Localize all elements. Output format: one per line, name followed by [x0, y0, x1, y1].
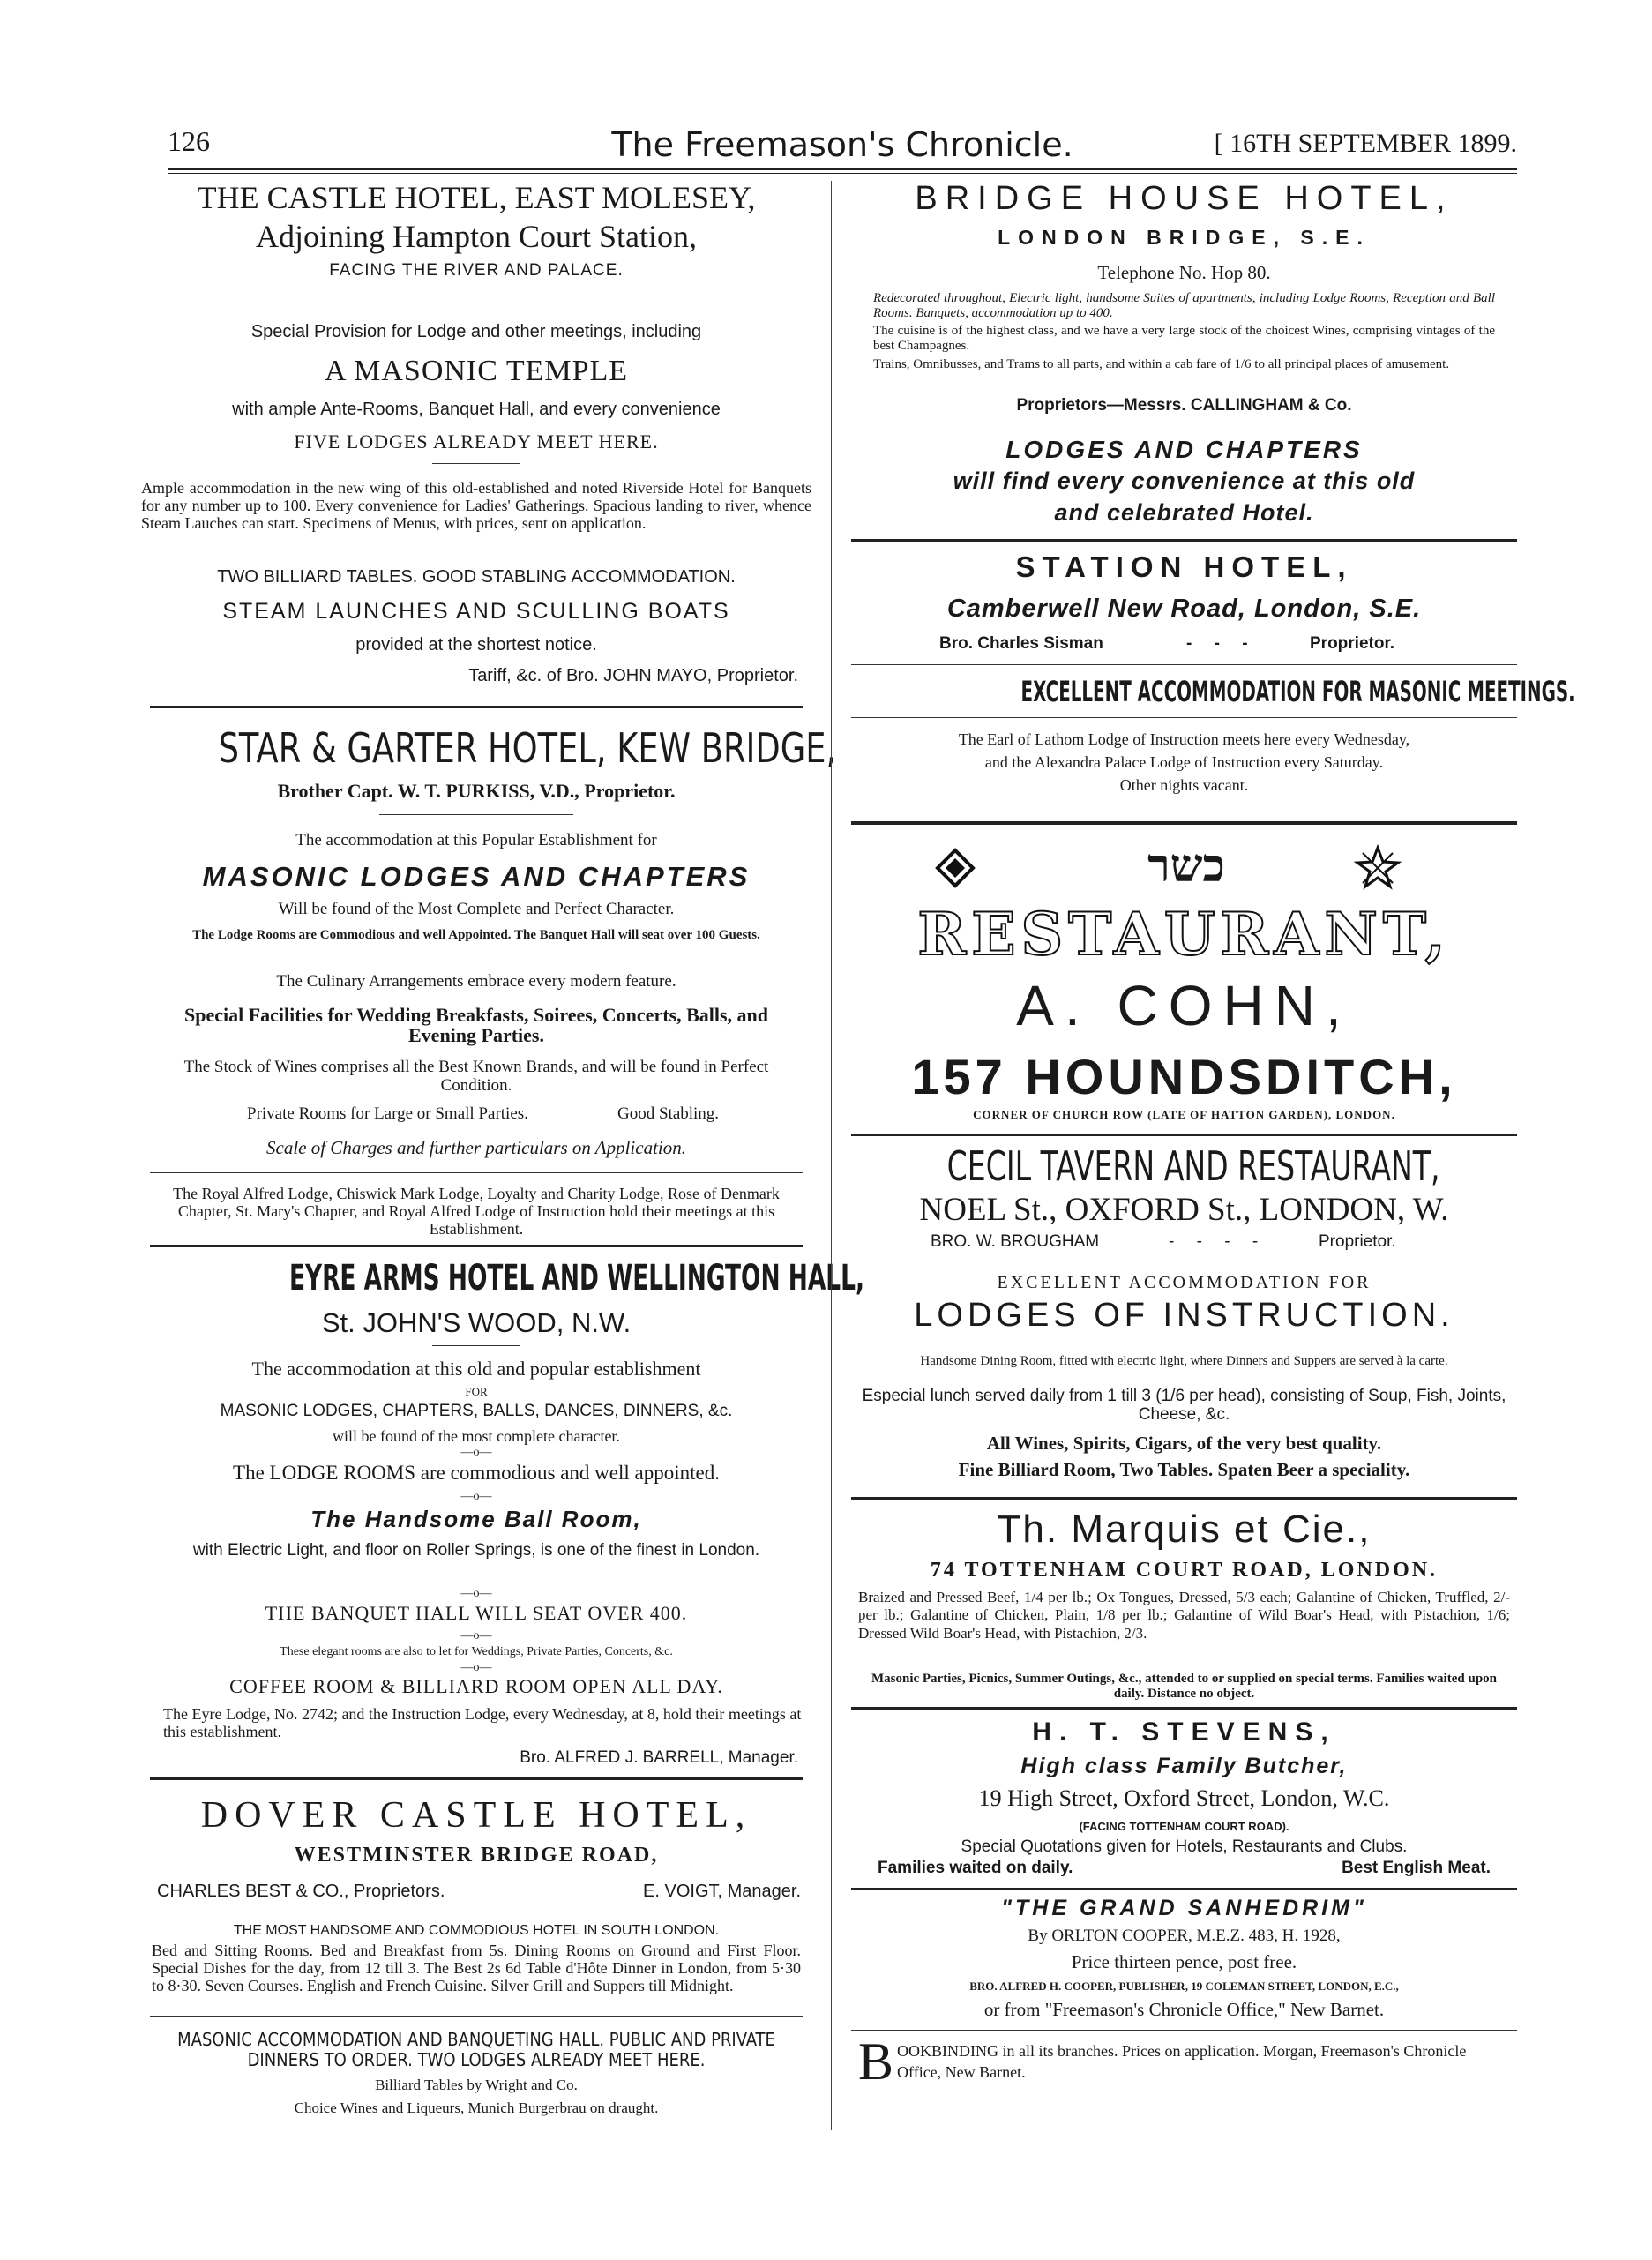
eyre-lodge-rooms: The LODGE ROOMS are commodious and well appointed.: [233, 1462, 720, 1484]
cohn-hebrew: כשר: [1147, 839, 1225, 893]
marquis-parties: Masonic Parties, Picnics, Summer Outings, &c., attended to or supplied on special terms. Families waited upon daily. Distance no object.: [871, 1672, 1497, 1701]
station-earl: The Earl of Lathom Lodge of Instruction meets here every Wednesday,: [958, 730, 1410, 748]
marquis-title: Th. Marquis et Cie.,: [997, 1508, 1372, 1551]
cecil-title-text: CECIL TAVERN AND RESTAURANT,: [946, 1142, 1440, 1190]
issue-date: [ 16TH SEPTEMBER 1899.: [1214, 129, 1517, 158]
cohn-emblem-row: [851, 841, 1517, 895]
cecil-street: NOEL St., OXFORD St., LONDON, W.: [919, 1192, 1449, 1228]
castle-temple: A MASONIC TEMPLE: [324, 355, 629, 387]
eyre-for: FOR: [465, 1385, 488, 1398]
stevens-quotations: Special Quotations given for Hotels, Restaurants and Clubs.: [961, 1837, 1408, 1856]
cecil-dashes: - - - -: [1169, 1232, 1267, 1251]
divider: [851, 539, 1517, 542]
dover-proprietors: CHARLES BEST & CO., Proprietors.: [157, 1882, 445, 1901]
dover-body: Bed and Sitting Rooms. Bed and Breakfast from 5s. Dining Rooms on Ground and First Floor. Special Dishes for the day, from 12 till 3. The Best 2s 6d Table d'Hôte Dinner in London, from 5·30 to 8·30. Seven Courses. English and French Cuisine. Silver Grill and Suppers till Midnight.: [152, 1942, 801, 1995]
station-dashes: - - -: [1186, 634, 1257, 653]
dover-billiard: Billiard Tables by Wright and Co.: [375, 2077, 578, 2093]
stevens-meat: Best English Meat.: [1342, 1859, 1491, 1877]
eyre-elegant: These elegant rooms are also to let for Weddings, Private Parties, Concerts, &c.: [280, 1645, 673, 1658]
divider: [150, 1172, 803, 1173]
sanhedrim-title: "THE GRAND SANHEDRIM": [1001, 1896, 1367, 1920]
page-number: 126: [168, 125, 210, 157]
eyre-subtitle: St. JOHN'S WOOD, N.W.: [321, 1307, 632, 1338]
header-rule-thin: [168, 173, 1517, 174]
castle-tariff: Tariff, &c. of Bro. JOHN MAYO, Proprietor.: [468, 666, 798, 685]
publication-title: The Freemason's Chronicle.: [611, 125, 1073, 164]
eyre-banquet: THE BANQUET HALL WILL SEAT OVER 400.: [265, 1602, 688, 1624]
bridge-house-subtitle: LONDON BRIDGE, S.E.: [998, 226, 1371, 249]
star-garter-accommodation: The accommodation at this Popular Establishment for: [295, 831, 657, 849]
castle-facing: FACING THE RIVER AND PALACE.: [329, 261, 624, 280]
cecil-billiard: Fine Billiard Room, Two Tables. Spaten Beer a speciality.: [958, 1459, 1410, 1480]
bridge-house-trains: Trains, Omnibusses, and Trams to all parts, and within a cab fare of 1/6 to all principal places of amusement.: [873, 357, 1450, 371]
cohn-corner: CORNER OF CHURCH ROW (LATE OF HATTON GARDEN), LONDON.: [973, 1108, 1395, 1121]
station-excellent: [851, 675, 1575, 708]
cecil-lunch: Especial lunch served daily from 1 till 3 (1/6 per head), consisting of Soup, Fish, Joints, Cheese, &c.: [862, 1387, 1506, 1424]
cohn-address: 157 HOUNDSDITCH,: [911, 1049, 1457, 1104]
eyre-coffee: COFFEE ROOM & BILLIARD ROOM OPEN ALL DAY.: [229, 1675, 723, 1697]
star-garter-proprietor: Brother Capt. W. T. PURKISS, V.D., Proprietor.: [277, 780, 676, 802]
dover-manager: E. VOIGT, Manager.: [643, 1882, 801, 1901]
eyre-manager: Bro. ALFRED J. BARRELL, Manager.: [520, 1748, 798, 1767]
divider: [150, 706, 803, 708]
eyre-title: [141, 1258, 864, 1298]
eyre-found: will be found of the most complete character.: [333, 1427, 620, 1445]
star-garter-wines: The Stock of Wines comprises all the Best Known Brands, and will be found in Perfect Condition.: [183, 1058, 769, 1095]
cecil-proprietor: Proprietor.: [1319, 1232, 1396, 1251]
divider: [432, 1345, 520, 1346]
star-garter-title: [141, 724, 837, 772]
castle-shortest: provided at the shortest notice.: [355, 635, 597, 655]
star-garter-stabling: Good Stabling.: [617, 1104, 720, 1123]
bridge-house-telephone: Telephone No. Hop 80.: [1097, 262, 1271, 283]
bookbinding-notice: [851, 2032, 1517, 2091]
cohn-name: A. COHN,: [1016, 974, 1352, 1037]
cecil-wines: All Wines, Spirits, Cigars, of the very best quality.: [986, 1433, 1382, 1454]
dover-road: WESTMINSTER BRIDGE ROAD,: [294, 1844, 659, 1867]
dover-handsome: THE MOST HANDSOME AND COMMODIOUS HOTEL IN SOUTH LONDON.: [233, 1923, 720, 1938]
station-title: STATION HOTEL,: [1015, 550, 1353, 583]
page-header: [168, 125, 1517, 166]
bridge-house-lodges: LODGES AND CHAPTERS: [1005, 436, 1363, 463]
station-excellent-text: EXCELLENT ACCOMMODATION FOR MASONIC MEETINGS.: [1020, 675, 1575, 708]
bookbinding-dropcap: B: [858, 2032, 894, 2091]
separator: —o—: [460, 1629, 492, 1643]
bridge-house-proprietors: Proprietors—Messrs. CALLINGHAM & Co.: [1016, 396, 1352, 415]
eyre-electric: with Electric Light, and floor on Roller Springs, is one of the finest in London.: [192, 1541, 760, 1560]
castle-title: THE CASTLE HOTEL, EAST MOLESEY,: [197, 180, 756, 215]
star-garter-lodge-rooms: The Lodge Rooms are Commodious and well Appointed. The Banquet Hall will seat over 100 Guests.: [192, 928, 760, 942]
station-alexandra: and the Alexandra Palace Lodge of Instruction every Saturday.: [984, 753, 1384, 771]
sanhedrim-by: By ORLTON COOPER, M.E.Z. 483, H. 1928,: [1028, 1927, 1341, 1945]
cecil-excellent: EXCELLENT ACCOMMODATION FOR: [997, 1273, 1372, 1292]
divider: [851, 1707, 1517, 1710]
castle-body: Ample accommodation in the new wing of this old-established and noted Riverside Hotel for Banquets for any number up to 100. Every convenience for Ladies' Gatherings. Spacious landing to river, whence Steam Lauches can start. Specimens of Menus, with prices, sent on application.: [141, 479, 811, 533]
square-compass-icon: [935, 848, 976, 893]
castle-billiard: TWO BILLIARD TABLES. GOOD STABLING ACCOMMODATION.: [217, 567, 736, 587]
separator: —o—: [460, 1587, 492, 1600]
divider: [150, 2016, 803, 2017]
marquis-body: Braized and Pressed Beef, 1/4 per lb.; Ox Tongues, Dressed, 5/3 each; Galantine of Chicken, Truffled, 2/- per lb.; Galantine of Chicken, Plain, 1/8 per lb.; Galantine of Wild Boar's Head, with Pistachion, 1/6; Dressed Wild Boar's Head, with Pistachion, 2/3.: [858, 1589, 1510, 1642]
castle-launches: STEAM LAUNCHES AND SCULLING BOATS: [222, 599, 730, 624]
stevens-address: 19 High Street, Oxford Street, London, W.C.: [978, 1785, 1390, 1811]
dover-title: DOVER CASTLE HOTEL,: [200, 1795, 752, 1836]
star-garter-facilities: Special Facilities for Wedding Breakfasts, Soirees, Concerts, Balls, and Evening Parties.: [183, 1004, 769, 1047]
eyre-masonic: MASONIC LODGES, CHAPTERS, BALLS, DANCES, DINNERS, &c.: [220, 1402, 733, 1420]
star-emblem-icon: [1354, 844, 1402, 896]
sanhedrim-price: Price thirteen pence, post free.: [1071, 1951, 1297, 1972]
stevens-families: Families waited on daily.: [878, 1859, 1073, 1877]
dover-wines: Choice Wines and Liqueurs, Munich Burgerbrau on draught.: [294, 2099, 659, 2116]
divider: [851, 1888, 1517, 1890]
divider: [379, 814, 573, 815]
star-garter-royal: The Royal Alfred Lodge, Chiswick Mark Lodge, Loyalty and Charity Lodge, Rose of Denmark Chapter, St. Mary's Chapter, and Royal Alfred Lodge of Instruction hold their meetings at this Establishment.: [173, 1185, 780, 1239]
cecil-handsome: Handsome Dining Room, fitted with electric light, where Dinners and Suppers are served à la carte.: [920, 1354, 1448, 1368]
castle-subtitle: Adjoining Hampton Court Station,: [256, 219, 697, 254]
bridge-house-convenience: will find every convenience at this old: [953, 468, 1416, 494]
header-rule: [168, 168, 1517, 170]
divider: [150, 1777, 803, 1780]
star-garter-found: Will be found of the Most Complete and Perfect Character.: [278, 900, 675, 918]
divider: [851, 821, 1517, 825]
star-garter-title-text: STAR & GARTER HOTEL, KEW BRIDGE,: [218, 724, 837, 772]
eyre-ballroom: The Handsome Ball Room,: [310, 1506, 642, 1532]
castle-ante-rooms: with ample Ante-Rooms, Banquet Hall, and every convenience: [232, 400, 721, 419]
eyre-lodge: The Eyre Lodge, No. 2742; and the Instruction Lodge, every Wednesday, at 8, hold their meetings at this establishment.: [163, 1705, 802, 1741]
bookbinding-text: OOKBINDING in all its branches. Prices on application. Morgan, Freemason's Chronicle Office, New Barnet.: [897, 2042, 1467, 2081]
station-other: Other nights vacant.: [1119, 776, 1249, 794]
star-garter-private: Private Rooms for Large or Small Parties.: [247, 1104, 528, 1123]
divider: [851, 2030, 1517, 2031]
star-garter-culinary: The Culinary Arrangements embrace every modern feature.: [276, 972, 676, 991]
marquis-address: 74 TOTTENHAM COURT ROAD, LONDON.: [930, 1559, 1439, 1582]
cecil-lodges: LODGES OF INSTRUCTION.: [914, 1297, 1454, 1334]
divider: [851, 664, 1517, 665]
stevens-title: H. T. STEVENS,: [1032, 1717, 1336, 1747]
bridge-house-title: BRIDGE HOUSE HOTEL,: [915, 180, 1454, 217]
cecil-title: [851, 1144, 1517, 1189]
cecil-bro: BRO. W. BROUGHAM: [931, 1232, 1100, 1251]
station-road: Camberwell New Road, London, S.E.: [946, 595, 1422, 623]
dover-masonic: MASONIC ACCOMMODATION AND BANQUETING HALL. PUBLIC AND PRIVATE DINNERS TO ORDER. TWO LODGES ALREADY MEET HERE.: [177, 2029, 775, 2070]
sanhedrim-publisher: BRO. ALFRED H. COOPER, PUBLISHER, 19 COLEMAN STREET, LONDON, E.C.,: [969, 1979, 1399, 1993]
separator: —o—: [460, 1490, 492, 1503]
castle-provision: Special Provision for Lodge and other meetings, including: [250, 322, 702, 341]
separator: —o—: [460, 1446, 492, 1459]
stevens-facing: (FACING TOTTENHAM COURT ROAD).: [1079, 1820, 1289, 1833]
separator: —o—: [460, 1661, 492, 1674]
bridge-house-cuisine: The cuisine is of the highest class, and we have a very large stock of the choicest Wines, comprising vintages of the best Champagnes.: [873, 324, 1495, 353]
stevens-subtitle: High class Family Butcher,: [1020, 1754, 1348, 1778]
castle-five-lodges: FIVE LODGES ALREADY MEET HERE.: [294, 430, 659, 453]
station-bro: Bro. Charles Sisman: [939, 634, 1103, 653]
star-garter-scale: Scale of Charges and further particulars on Application.: [266, 1137, 686, 1158]
sanhedrim-or-from: or from "Freemason's Chronicle Office," New Barnet.: [983, 1999, 1385, 2020]
divider: [851, 1497, 1517, 1500]
divider: [150, 1245, 803, 1247]
divider: [851, 1134, 1517, 1136]
eyre-accommodation: The accommodation at this old and popular establishment: [251, 1358, 701, 1380]
eyre-title-text: EYRE ARMS HOTEL AND WELLINGTON HALL,: [288, 1258, 864, 1298]
cohn-restaurant: RESTAURANT,: [917, 900, 1451, 969]
bridge-house-celebrated: and celebrated Hotel.: [1054, 499, 1314, 526]
star-garter-masonic: MASONIC LODGES AND CHAPTERS: [202, 861, 751, 892]
bridge-house-redecorated: Redecorated throughout, Electric light, handsome Suites of apartments, including Lodge Rooms, Reception and Ball Rooms. Banquets, accommodation up to 400.: [873, 291, 1495, 320]
divider: [432, 463, 520, 464]
column-divider: [831, 181, 832, 2130]
divider: [851, 717, 1517, 718]
station-proprietor: Proprietor.: [1310, 634, 1395, 653]
